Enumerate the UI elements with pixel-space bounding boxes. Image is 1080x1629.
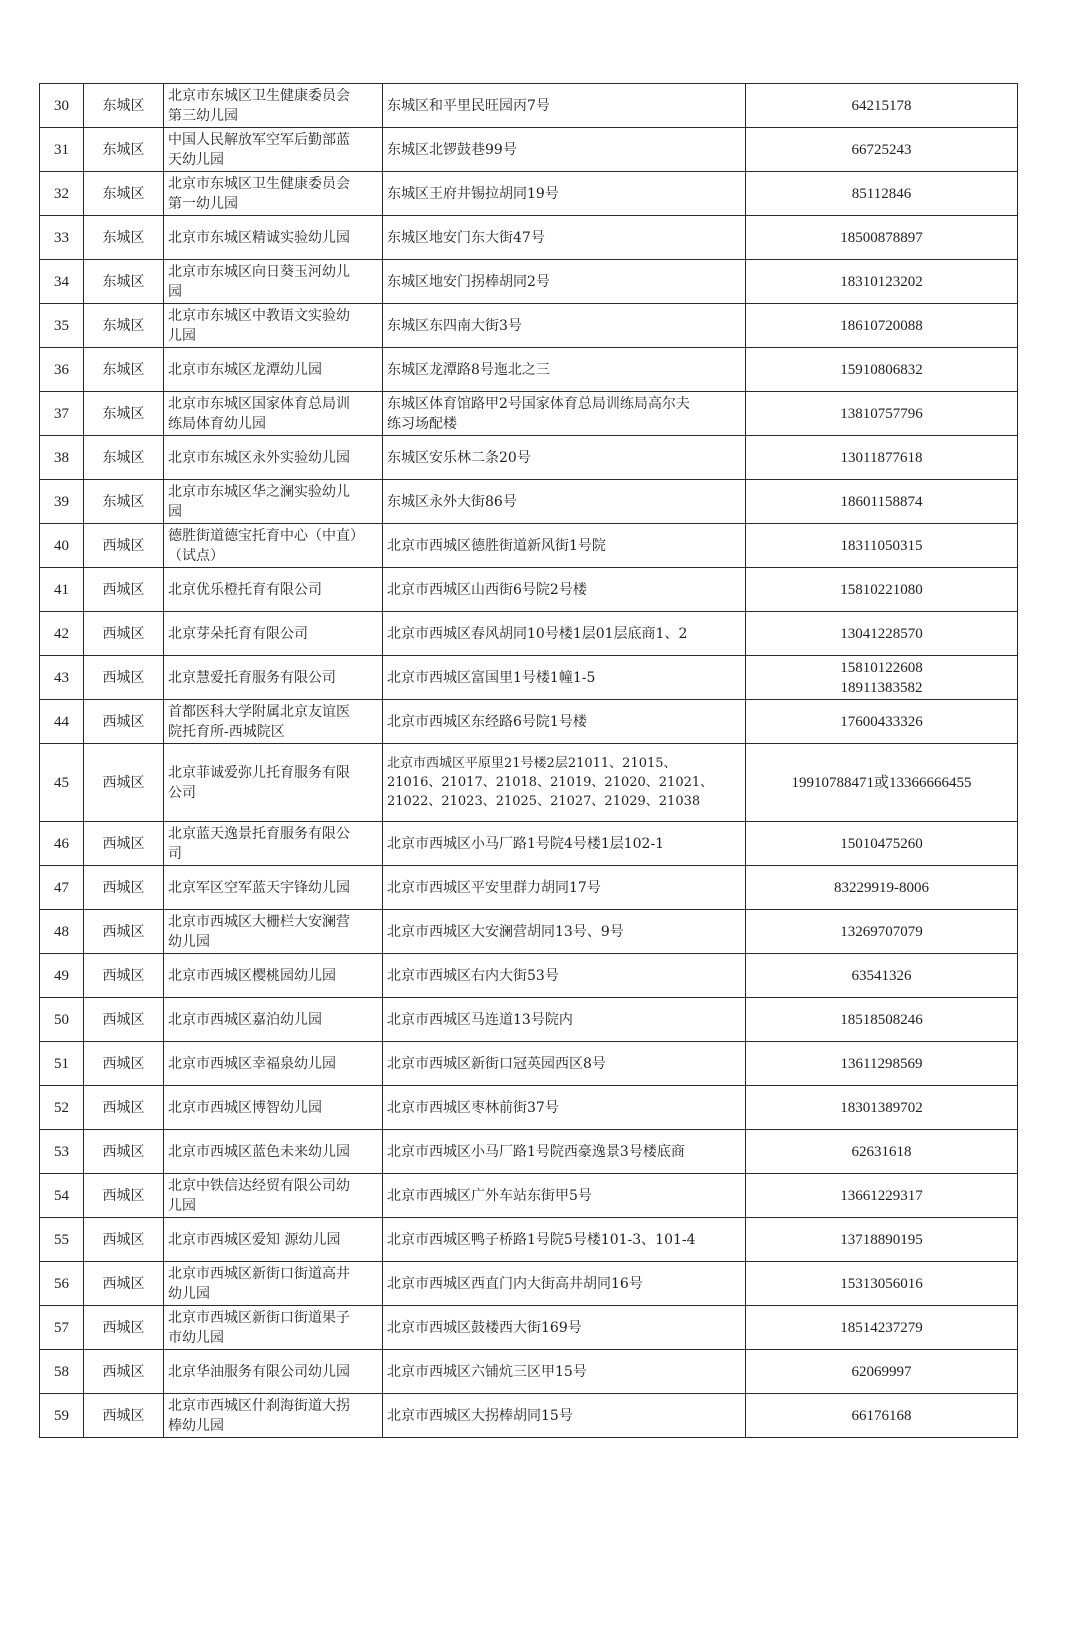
row-number: 50 (40, 998, 84, 1042)
phone-cell (746, 216, 1018, 260)
table-row (40, 128, 1018, 172)
table-row (40, 1174, 1018, 1218)
institution-name-line: 北京慧爱托育服务有限公司 (168, 669, 336, 686)
phone-cell-line: 13269707079 (840, 923, 923, 940)
address-cell (383, 84, 746, 128)
table-row (40, 866, 1018, 910)
address-cell-line: 北京市西城区富国里1号楼1幢1-5 (387, 669, 596, 686)
phone-cell (746, 1174, 1018, 1218)
table-row (40, 1394, 1018, 1438)
institution-name-line: 北京优乐橙托育有限公司 (168, 581, 322, 598)
institution-name-line: 北京市西城区樱桃园幼儿园 (168, 967, 336, 984)
institution-name (164, 1394, 383, 1438)
address-cell (383, 1042, 746, 1086)
district-cell: 西城区 (84, 612, 164, 656)
address-cell-line: 北京市西城区大拐棒胡同15号 (387, 1407, 573, 1424)
table-row (40, 304, 1018, 348)
institution-name (164, 954, 383, 998)
address-cell (383, 1130, 746, 1174)
district-cell: 西城区 (84, 1394, 164, 1438)
institution-name-line: 天幼儿园 (168, 151, 224, 168)
institution-name-line: 北京市西城区幸福泉幼儿园 (168, 1055, 336, 1072)
row-number: 35 (40, 304, 84, 348)
address-cell (383, 1218, 746, 1262)
address-cell (383, 1306, 746, 1350)
phone-cell-line: 83229919-8006 (834, 879, 929, 896)
address-cell-line: 东城区地安门拐棒胡同2号 (387, 273, 550, 290)
district-cell: 西城区 (84, 568, 164, 612)
institution-name-line: 北京市东城区向日葵玉河幼儿 (168, 263, 350, 280)
phone-cell (746, 954, 1018, 998)
institution-name (164, 1306, 383, 1350)
phone-cell-line: 66176168 (851, 1407, 912, 1424)
address-cell (383, 568, 746, 612)
institution-name (164, 1130, 383, 1174)
phone-cell-line: 15810122608 (840, 659, 923, 676)
row-number: 56 (40, 1262, 84, 1306)
phone-cell (746, 700, 1018, 744)
phone-cell-line: 62631618 (851, 1143, 912, 1160)
institution-name (164, 1218, 383, 1262)
phone-cell (746, 1086, 1018, 1130)
address-cell-line: 北京市西城区平安里群力胡同17号 (387, 879, 601, 896)
row-number: 42 (40, 612, 84, 656)
institution-name (164, 84, 383, 128)
address-cell-line: 北京市西城区马连道13号院内 (387, 1011, 573, 1028)
address-cell (383, 1394, 746, 1438)
address-cell (383, 172, 746, 216)
district-cell: 西城区 (84, 866, 164, 910)
row-number: 37 (40, 392, 84, 436)
phone-cell-line: 18601158874 (840, 493, 923, 510)
row-number: 45 (40, 744, 84, 822)
phone-cell (746, 910, 1018, 954)
phone-cell (746, 128, 1018, 172)
row-number: 46 (40, 822, 84, 866)
institution-name (164, 866, 383, 910)
phone-cell-line: 13810757796 (840, 405, 923, 422)
institution-name-line: 园 (168, 283, 182, 300)
address-cell (383, 1262, 746, 1306)
address-cell (383, 656, 746, 700)
row-number: 53 (40, 1130, 84, 1174)
table-row (40, 1042, 1018, 1086)
address-cell-line: 北京市西城区山西街6号院2号楼 (387, 581, 587, 598)
phone-cell (746, 172, 1018, 216)
phone-cell (746, 260, 1018, 304)
row-number: 59 (40, 1394, 84, 1438)
address-cell (383, 822, 746, 866)
table-row (40, 700, 1018, 744)
institution-name-line: 北京市东城区龙潭幼儿园 (168, 361, 322, 378)
institution-name-line: 北京市西城区新街口街道果子 (168, 1309, 350, 1326)
table-row (40, 84, 1018, 128)
district-cell: 西城区 (84, 954, 164, 998)
table-row (40, 524, 1018, 568)
district-cell: 东城区 (84, 216, 164, 260)
address-cell-line: 东城区地安门东大街47号 (387, 229, 545, 246)
institution-name (164, 998, 383, 1042)
district-cell: 西城区 (84, 744, 164, 822)
address-cell-line: 北京市西城区春风胡同10号楼1层01层底商1、2 (387, 625, 688, 642)
institution-name (164, 480, 383, 524)
district-cell: 西城区 (84, 910, 164, 954)
table-row (40, 1262, 1018, 1306)
institution-name-line: 幼儿园 (168, 933, 210, 950)
address-cell-line: 东城区体育馆路甲2号国家体育总局训练局高尔夫 (387, 395, 690, 412)
row-number: 49 (40, 954, 84, 998)
phone-cell-line: 85112846 (851, 185, 912, 202)
address-cell (383, 1350, 746, 1394)
table-row (40, 612, 1018, 656)
institution-name-line: 院托育所-西城院区 (168, 723, 285, 740)
row-number: 41 (40, 568, 84, 612)
institution-name-line: 北京市西城区大栅栏大安澜营 (168, 913, 350, 930)
phone-cell (746, 1218, 1018, 1262)
institution-name-line: 司 (168, 845, 182, 862)
institution-name (164, 128, 383, 172)
address-cell-line: 练习场配楼 (387, 415, 457, 432)
phone-cell (746, 568, 1018, 612)
table-row (40, 392, 1018, 436)
address-cell (383, 744, 746, 822)
phone-cell-line: 62069997 (851, 1363, 912, 1380)
row-number: 38 (40, 436, 84, 480)
institution-name-line: 北京市西城区新街口街道高井 (168, 1265, 350, 1282)
phone-cell (746, 822, 1018, 866)
address-cell-line: 东城区王府井锡拉胡同19号 (387, 185, 559, 202)
phone-cell (746, 656, 1018, 700)
phone-cell (746, 436, 1018, 480)
district-cell: 西城区 (84, 1262, 164, 1306)
phone-cell-line: 64215178 (851, 97, 912, 114)
table-row (40, 744, 1018, 822)
institution-name (164, 172, 383, 216)
address-cell (383, 392, 746, 436)
phone-cell-line: 17600433326 (840, 713, 923, 730)
table-row (40, 172, 1018, 216)
table-row (40, 436, 1018, 480)
district-cell: 东城区 (84, 436, 164, 480)
address-cell-line: 21022、21023、21025、21027、21029、21038 (387, 794, 701, 809)
institution-name-line: 北京中铁信达经贸有限公司幼 (168, 1177, 350, 1194)
row-number: 40 (40, 524, 84, 568)
institution-name-line: 练局体育幼儿园 (168, 415, 266, 432)
address-cell-line: 北京市西城区枣林前街37号 (387, 1099, 559, 1116)
address-cell-line: 北京市西城区新街口冠英园西区8号 (387, 1055, 606, 1072)
row-number: 44 (40, 700, 84, 744)
institution-name (164, 656, 383, 700)
institution-name-line: 北京市西城区什刹海街道大拐 (168, 1397, 350, 1414)
table-row (40, 260, 1018, 304)
institution-name-line: 北京市东城区国家体育总局训 (168, 395, 350, 412)
table-row (40, 568, 1018, 612)
phone-cell-line: 18518508246 (840, 1011, 923, 1028)
address-cell-line: 东城区龙潭路8号迤北之三 (387, 361, 550, 378)
table-row (40, 1130, 1018, 1174)
district-cell: 西城区 (84, 1350, 164, 1394)
row-number: 52 (40, 1086, 84, 1130)
district-cell: 东城区 (84, 172, 164, 216)
institution-name (164, 1350, 383, 1394)
institution-name-line: 德胜街道德宝托育中心（中直） (168, 527, 364, 544)
phone-cell (746, 744, 1018, 822)
row-number: 36 (40, 348, 84, 392)
institution-name-line: 北京蓝天逸景托育服务有限公 (168, 825, 350, 842)
address-cell (383, 998, 746, 1042)
address-cell-line: 北京市西城区右内大街53号 (387, 967, 559, 984)
institution-name-line: 儿园 (168, 327, 196, 344)
row-number: 39 (40, 480, 84, 524)
row-number: 57 (40, 1306, 84, 1350)
table-row (40, 998, 1018, 1042)
phone-cell-line: 13661229317 (840, 1187, 923, 1204)
institution-name-line: 公司 (168, 784, 196, 801)
institution-name-line: 棒幼儿园 (168, 1417, 224, 1434)
phone-cell-line: 15010475260 (840, 835, 923, 852)
table-row (40, 348, 1018, 392)
institution-name (164, 524, 383, 568)
institution-name (164, 216, 383, 260)
table-row (40, 822, 1018, 866)
address-cell (383, 1086, 746, 1130)
row-number: 54 (40, 1174, 84, 1218)
address-cell (383, 216, 746, 260)
phone-cell-line: 63541326 (851, 967, 912, 984)
institution-name-line: 北京市东城区华之澜实验幼儿 (168, 483, 350, 500)
institution-name (164, 348, 383, 392)
address-cell-line: 东城区北锣鼓巷99号 (387, 141, 517, 158)
phone-cell-line: 18610720088 (840, 317, 923, 334)
table-row (40, 216, 1018, 260)
table-row (40, 480, 1018, 524)
institution-name (164, 744, 383, 822)
phone-cell-line: 18311050315 (840, 537, 923, 554)
address-cell (383, 304, 746, 348)
phone-cell (746, 612, 1018, 656)
address-cell (383, 128, 746, 172)
institution-name-line: 北京华油服务有限公司幼儿园 (168, 1363, 350, 1380)
address-cell-line: 北京市西城区平原里21号楼2层21011、21015、 (387, 756, 677, 771)
phone-cell-line: 66725243 (851, 141, 912, 158)
row-number: 58 (40, 1350, 84, 1394)
institution-name-line: 园 (168, 503, 182, 520)
institution-name-line: 幼儿园 (168, 1285, 210, 1302)
institution-name-line: 第三幼儿园 (168, 107, 238, 124)
table-row (40, 656, 1018, 700)
address-cell (383, 260, 746, 304)
institution-name (164, 568, 383, 612)
institution-name (164, 612, 383, 656)
institution-name-line: 北京市东城区中教语文实验幼 (168, 307, 350, 324)
institution-name (164, 260, 383, 304)
institution-name-line: 市幼儿园 (168, 1329, 224, 1346)
phone-cell (746, 1394, 1018, 1438)
institution-name (164, 1262, 383, 1306)
institution-name-line: 北京市东城区永外实验幼儿园 (168, 449, 350, 466)
institution-name (164, 1174, 383, 1218)
address-cell-line: 北京市西城区小马厂路1号院西豪逸景3号楼底商 (387, 1143, 685, 1160)
district-cell: 东城区 (84, 84, 164, 128)
district-cell: 西城区 (84, 1086, 164, 1130)
phone-cell (746, 1042, 1018, 1086)
district-cell: 西城区 (84, 998, 164, 1042)
phone-cell-line: 15313056016 (840, 1275, 923, 1292)
table-row (40, 1306, 1018, 1350)
row-number: 48 (40, 910, 84, 954)
address-cell (383, 480, 746, 524)
institution-name-line: 北京军区空军蓝天宇锋幼儿园 (168, 879, 350, 896)
institution-name (164, 1086, 383, 1130)
table-row (40, 910, 1018, 954)
address-cell (383, 910, 746, 954)
table-row (40, 1086, 1018, 1130)
address-cell-line: 北京市西城区小马厂路1号院4号楼1层102-1 (387, 835, 665, 852)
district-cell: 东城区 (84, 304, 164, 348)
phone-cell-line: 19910788471或13366666455 (791, 774, 972, 791)
table-row (40, 1218, 1018, 1262)
district-cell: 西城区 (84, 1174, 164, 1218)
institution-name-line: 北京市西城区博智幼儿园 (168, 1099, 322, 1116)
district-cell: 西城区 (84, 524, 164, 568)
district-cell: 西城区 (84, 656, 164, 700)
address-cell-line: 北京市西城区广外车站东街甲5号 (387, 1187, 592, 1204)
district-cell: 东城区 (84, 260, 164, 304)
phone-cell (746, 998, 1018, 1042)
address-cell-line: 东城区永外大街86号 (387, 493, 517, 510)
institution-name (164, 436, 383, 480)
institution-name-line: 中国人民解放军空军后勤部蓝 (168, 131, 350, 148)
address-cell-line: 21016、21017、21018、21019、21020、21021、 (387, 775, 714, 790)
institution-name-line: 首都医科大学附属北京友谊医 (168, 703, 350, 720)
row-number: 31 (40, 128, 84, 172)
institution-name-line: （试点） (168, 547, 224, 564)
institution-name (164, 304, 383, 348)
phone-cell (746, 524, 1018, 568)
institution-name-line: 北京市西城区嘉泊幼儿园 (168, 1011, 322, 1028)
phone-cell-line: 18500878897 (840, 229, 923, 246)
institution-name-line: 北京市东城区卫生健康委员会 (168, 87, 350, 104)
address-cell-line: 东城区东四南大街3号 (387, 317, 522, 334)
phone-cell (746, 392, 1018, 436)
phone-cell-line: 18310123202 (840, 273, 923, 290)
phone-cell-line: 15810221080 (840, 581, 923, 598)
district-cell: 东城区 (84, 392, 164, 436)
district-cell: 东城区 (84, 480, 164, 524)
phone-cell (746, 1350, 1018, 1394)
address-cell-line: 北京市西城区西直门内大街高井胡同16号 (387, 1275, 643, 1292)
row-number: 43 (40, 656, 84, 700)
phone-cell (746, 348, 1018, 392)
phone-cell-line: 18911383582 (840, 679, 923, 696)
address-cell-line: 北京市西城区鼓楼西大街169号 (387, 1319, 582, 1336)
address-cell (383, 524, 746, 568)
address-cell-line: 北京市西城区德胜街道新风街1号院 (387, 537, 606, 554)
address-cell (383, 436, 746, 480)
district-cell: 西城区 (84, 700, 164, 744)
phone-cell (746, 866, 1018, 910)
institution-name-line: 北京芽朵托育有限公司 (168, 625, 308, 642)
phone-cell (746, 1130, 1018, 1174)
phone-cell-line: 18301389702 (840, 1099, 923, 1116)
district-cell: 西城区 (84, 1042, 164, 1086)
phone-cell-line: 13011877618 (840, 449, 923, 466)
row-number: 30 (40, 84, 84, 128)
table-body (40, 84, 1018, 1438)
table-row (40, 1350, 1018, 1394)
phone-cell (746, 84, 1018, 128)
row-number: 32 (40, 172, 84, 216)
kindergarten-table (39, 83, 1018, 1438)
address-cell-line: 北京市西城区六铺炕三区甲15号 (387, 1363, 587, 1380)
address-cell (383, 1174, 746, 1218)
phone-cell (746, 480, 1018, 524)
institution-name-line: 北京市东城区精诚实验幼儿园 (168, 229, 350, 246)
phone-cell-line: 13718890195 (840, 1231, 923, 1248)
institution-name (164, 822, 383, 866)
phone-cell-line: 13611298569 (840, 1055, 923, 1072)
district-cell: 西城区 (84, 1306, 164, 1350)
address-cell-line: 东城区和平里民旺园丙7号 (387, 97, 550, 114)
table-row (40, 954, 1018, 998)
row-number: 55 (40, 1218, 84, 1262)
institution-name-line: 第一幼儿园 (168, 195, 238, 212)
institution-name-line: 北京市西城区爱知 源幼儿园 (168, 1231, 341, 1248)
institution-name-line: 北京菲诚爱弥儿托育服务有限 (168, 764, 350, 781)
address-cell (383, 348, 746, 392)
institution-name (164, 700, 383, 744)
address-cell-line: 北京市西城区大安澜营胡同13号、9号 (387, 923, 624, 940)
row-number: 47 (40, 866, 84, 910)
address-cell (383, 700, 746, 744)
address-cell-line: 北京市西城区东经路6号院1号楼 (387, 713, 587, 730)
district-cell: 西城区 (84, 1130, 164, 1174)
phone-cell-line: 15910806832 (840, 361, 923, 378)
address-cell-line: 东城区安乐林二条20号 (387, 449, 531, 466)
address-cell (383, 612, 746, 656)
row-number: 33 (40, 216, 84, 260)
district-cell: 西城区 (84, 822, 164, 866)
district-cell: 东城区 (84, 128, 164, 172)
district-cell: 西城区 (84, 1218, 164, 1262)
phone-cell (746, 1262, 1018, 1306)
address-cell (383, 866, 746, 910)
phone-cell (746, 304, 1018, 348)
institution-name-line: 儿园 (168, 1197, 196, 1214)
district-cell: 东城区 (84, 348, 164, 392)
institution-name-line: 北京市西城区蓝色未来幼儿园 (168, 1143, 350, 1160)
address-cell (383, 954, 746, 998)
address-cell-line: 北京市西城区鸭子桥路1号院5号楼101-3、101-4 (387, 1231, 696, 1248)
row-number: 34 (40, 260, 84, 304)
institution-name-line: 北京市东城区卫生健康委员会 (168, 175, 350, 192)
phone-cell-line: 13041228570 (840, 625, 923, 642)
institution-name (164, 910, 383, 954)
institution-name (164, 1042, 383, 1086)
row-number: 51 (40, 1042, 84, 1086)
phone-cell-line: 18514237279 (840, 1319, 923, 1336)
institution-name (164, 392, 383, 436)
phone-cell (746, 1306, 1018, 1350)
